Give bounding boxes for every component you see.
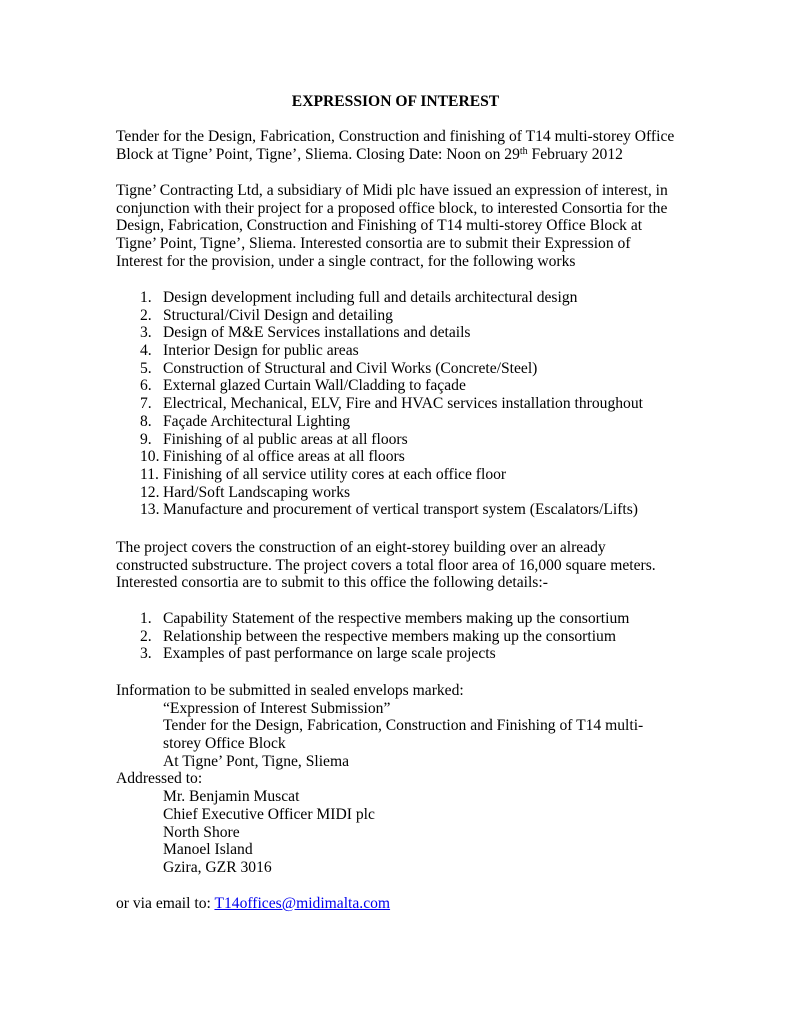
list-item: 13. Manufacture and procurement of vertical transport system (Escalators/Lifts) [140, 501, 639, 519]
intro-line: conjunction with their project for a proposed office block, to interested Consortia for the [116, 199, 668, 217]
address-line: Manoel Island [163, 841, 253, 859]
tender-line-2-text: Block at Tigne’ Point, Tigne’, Sliema. Closing Date: Noon on 29 [116, 145, 520, 163]
project-line: The project covers the construction of an eight-storey building over an already [116, 539, 606, 556]
list-item: 11. Finishing of all service utility cores at each office floor [140, 465, 507, 483]
tender-line-1: Tender for the Design, Fabrication, Construction and finishing of T14 multi-storey Office [116, 128, 675, 145]
list-item: 7. Electrical, Mechanical, ELV, Fire and HVAC services installation throughout [140, 395, 643, 413]
envelope-marking: “Expression of Interest Submission” [163, 699, 391, 717]
intro-line: Tigne’ Point, Tigne’, Sliema. Interested consortia are to submit their Expression of [116, 235, 631, 253]
address-line: Gzira, GZR 3016 [163, 858, 272, 876]
envelope-marking: storey Office Block [163, 735, 286, 753]
project-line: constructed substructure. The project covers a total floor area of 16,000 square meters. [116, 556, 656, 574]
tender-heading [116, 128, 696, 163]
intro-paragraph [116, 182, 696, 270]
list-item: 2. Structural/Civil Design and detailing [140, 306, 393, 324]
envelope-marking: At Tigne’ Pont, Tigne, Sliema [163, 752, 350, 770]
intro-line: Design, Fabrication, Construction and Finishing of T14 multi-storey Office Block at [116, 217, 643, 235]
submission-section [116, 682, 696, 877]
tender-line-2 [116, 146, 696, 164]
document-title: EXPRESSION OF INTEREST [291, 93, 500, 110]
email-link[interactable]: T14offices@midimalta.com [214, 895, 391, 912]
list-item: 10. Finishing of al office areas at all floors [140, 448, 405, 466]
address-line: Mr. Benjamin Muscat [163, 788, 300, 806]
project-paragraph [116, 539, 696, 592]
list-item: 5. Construction of Structural and Civil Works (Concrete/Steel) [140, 359, 538, 377]
list-item: 8. Façade Architectural Lighting [140, 412, 351, 430]
list-item: 2. Relationship between the respective members making up the consortium [140, 627, 616, 645]
list-item: 1. Capability Statement of the respective members making up the consortium [140, 610, 630, 627]
list-item: 12. Hard/Soft Landscaping works [140, 483, 351, 501]
project-line: Interested consortia are to submit to this office the following details:- [116, 574, 548, 592]
tender-line-2-end: February 2012 [527, 145, 623, 163]
details-list [140, 610, 700, 663]
intro-line: Tigne’ Contracting Ltd, a subsidiary of Midi plc have issued an expression of interest, in [116, 182, 668, 199]
works-list [140, 289, 700, 519]
list-item: 9. Finishing of al public areas at all floors [140, 430, 408, 448]
addressed-label: Addressed to: [116, 770, 203, 788]
submission-intro: Information to be submitted in sealed envelops marked: [116, 682, 464, 699]
email-line [116, 895, 696, 913]
address-line: Chief Executive Officer MIDI plc [163, 805, 375, 823]
list-item: 3. Examples of past performance on large scale projects [140, 645, 496, 663]
list-item: 6. External glazed Curtain Wall/Cladding to façade [140, 377, 466, 395]
list-item: 3. Design of M&E Services installations and details [140, 324, 471, 342]
email-prefix: or via email to: [116, 895, 215, 912]
date-superscript: th [519, 145, 528, 157]
list-item: 1. Design development including full and details architectural design [140, 289, 578, 306]
address-line: North Shore [163, 823, 240, 841]
list-item: 4. Interior Design for public areas [140, 342, 359, 360]
envelope-marking: Tender for the Design, Fabrication, Construction and Finishing of T14 multi- [163, 717, 644, 735]
intro-line: Interest for the provision, under a single contract, for the following works [116, 252, 576, 270]
